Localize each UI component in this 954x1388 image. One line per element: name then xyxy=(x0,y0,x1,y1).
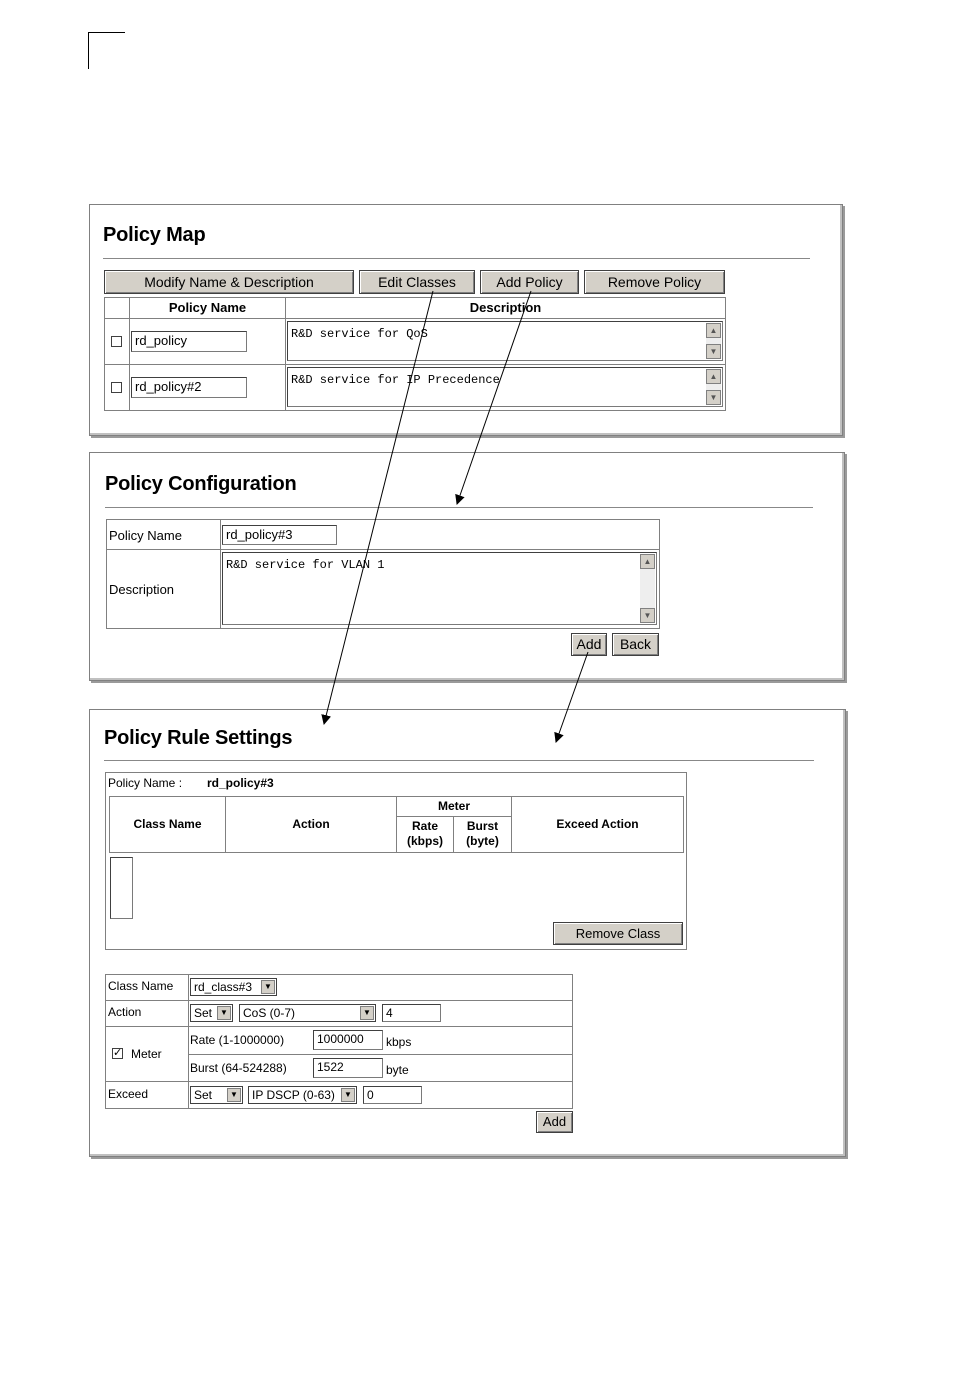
add-rule-button[interactable]: Add xyxy=(536,1111,573,1133)
scroll-down-icon[interactable]: ▼ xyxy=(640,608,655,623)
arrow-add-policy-to-config xyxy=(457,291,531,504)
arrow-edit-classes-to-rules xyxy=(324,291,433,724)
meter-checkbox[interactable]: ✓ xyxy=(113,1047,123,1059)
action-label: Action xyxy=(108,1005,142,1019)
burst-label: Burst (64-524288) xyxy=(190,1061,287,1075)
chevron-down-icon[interactable]: ▼ xyxy=(217,1006,231,1020)
burst-field[interactable]: 1522 xyxy=(313,1058,383,1078)
burst-header-text: Burst xyxy=(466,819,499,833)
class-name-label: Class Name xyxy=(108,979,174,993)
policy-name-value: rd_policy#3 xyxy=(207,776,274,790)
rate-label: Rate (1-1000000) xyxy=(190,1033,285,1047)
policy-name-label: Policy Name xyxy=(109,528,182,543)
add-policy-button[interactable]: Add Policy xyxy=(480,270,579,294)
policy-name-label: Policy Name : xyxy=(108,776,183,790)
rate-unit: kbps xyxy=(386,1035,412,1049)
meter-column-header: Meter xyxy=(396,796,512,817)
chevron-down-icon[interactable]: ▼ xyxy=(227,1088,241,1102)
policy-name-column-header: Policy Name xyxy=(129,297,286,319)
scroll-down-icon[interactable]: ▼ xyxy=(706,344,721,359)
remove-policy-button[interactable]: Remove Policy xyxy=(584,270,725,294)
policy-rule-settings-title: Policy Rule Settings xyxy=(104,727,293,749)
rate-field[interactable]: 1000000 xyxy=(313,1030,383,1050)
class-name-select-value: rd_class#3 xyxy=(194,980,253,994)
policy-description-text: R&D service for QoS xyxy=(291,327,428,341)
remove-class-button[interactable]: Remove Class xyxy=(553,922,683,945)
scroll-up-icon[interactable]: ▲ xyxy=(706,323,721,338)
chevron-down-icon[interactable]: ▼ xyxy=(341,1088,355,1102)
add-button[interactable]: Add xyxy=(571,633,607,656)
modify-name-description-button[interactable]: Modify Name & Description xyxy=(104,270,354,294)
burst-unit-text: (byte) xyxy=(466,834,499,848)
policy-map-title: Policy Map xyxy=(103,224,206,246)
description-text: R&D service for VLAN 1 xyxy=(226,558,385,572)
rate-header-text: Rate xyxy=(411,819,438,833)
rate-unit-text: (kbps) xyxy=(407,834,443,848)
action-type-value: CoS (0-7) xyxy=(243,1006,296,1020)
action-value-field[interactable]: 4 xyxy=(382,1004,441,1022)
exceed-type-value: IP DSCP (0-63) xyxy=(252,1088,335,1102)
chevron-down-icon[interactable]: ▼ xyxy=(360,1006,374,1020)
action-select-value: Set xyxy=(194,1006,213,1020)
class-name-header-text: Class Name xyxy=(133,817,202,831)
description-column-header: Description xyxy=(285,297,726,319)
description-label: Description xyxy=(109,582,175,597)
action-header-text: Action xyxy=(292,817,330,831)
exceed-select-value: Set xyxy=(194,1088,213,1102)
exceed-label: Exceed xyxy=(108,1087,149,1101)
back-button[interactable]: Back xyxy=(612,633,659,656)
burst-unit: byte xyxy=(386,1063,409,1077)
policy-configuration-title: Policy Configuration xyxy=(105,473,297,495)
policy-name-field[interactable]: rd_policy#2 xyxy=(131,377,247,398)
exceed-action-header-text: Exceed Action xyxy=(556,817,639,831)
edit-classes-button[interactable]: Edit Classes xyxy=(359,270,475,294)
meter-label: Meter xyxy=(131,1047,162,1061)
policy-name-field[interactable]: rd_policy#3 xyxy=(222,525,337,545)
scroll-down-icon[interactable]: ▼ xyxy=(706,390,721,405)
scroll-up-icon[interactable]: ▲ xyxy=(706,369,721,384)
exceed-value-field[interactable]: 0 xyxy=(363,1086,422,1104)
arrow-add-to-rules xyxy=(556,652,588,742)
chevron-down-icon[interactable]: ▼ xyxy=(261,980,275,994)
scroll-up-icon[interactable]: ▲ xyxy=(640,554,655,569)
policy-name-field[interactable]: rd_policy xyxy=(131,331,247,352)
policy-description-text: R&D service for IP Precedence xyxy=(291,373,500,387)
